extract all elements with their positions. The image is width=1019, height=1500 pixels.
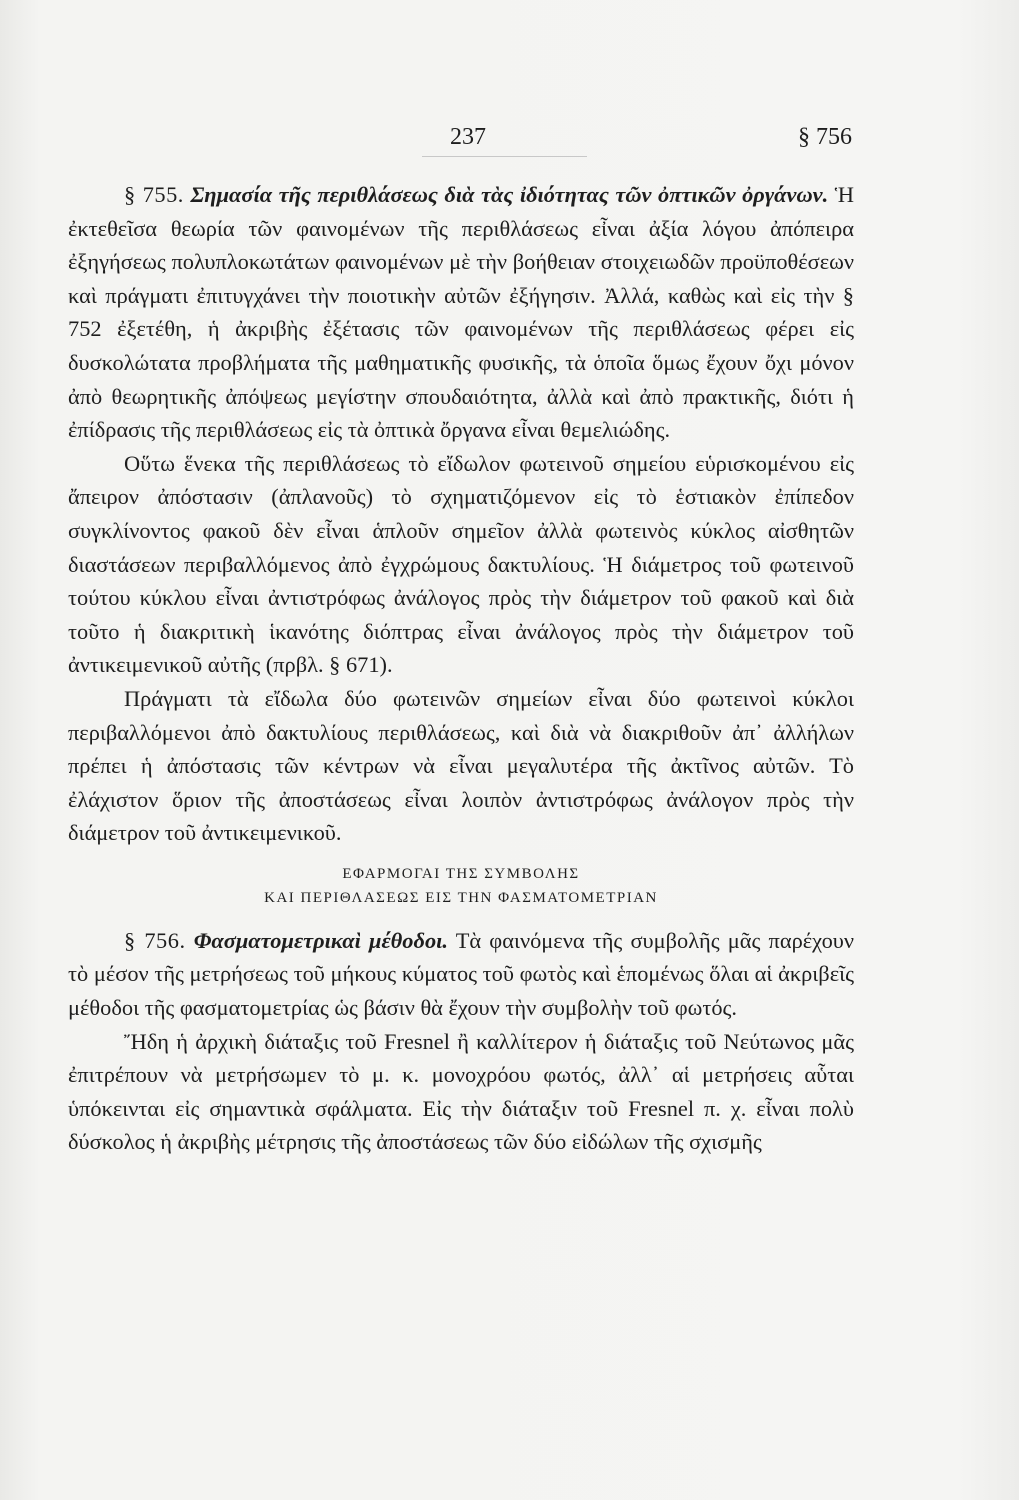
chapter-heading-line-2: ΚΑΙ ΠΕΡΙΘΛΑΣΕΩΣ ΕΙΣ ΤΗΝ ΦΑΣΜΑΤΟΜΕΤΡΙΑΝ	[264, 889, 658, 906]
section-755-title: Σημασία τῆς περιθλάσεως διὰ τὰς ἰδιότητας τῶν ὀπτικῶν ὀργάνων.	[190, 182, 829, 207]
section-756-number: § 756.	[124, 927, 186, 953]
section-756-paragraph-1	[68, 924, 854, 1025]
section-755-paragraph-3: Πράγματι τὰ εἴδωλα δύο φωτεινῶν σημείων εἶναι δύο φωτεινοὶ κύκλοι περιβαλλόμενοι ἀπὸ δακτυλίους περιθλάσεως, καὶ διὰ νὰ διακριθοῦν ἀπ᾿ ἀλλήλων πρέπει ἡ ἀπόστασις τῶν κέντρων νὰ εἶναι μεγαλυτέρα τῆς ἀκτῖνος αὐτῶν. Τὸ ἐλάχιστον ὅριον τῆς ἀποστάσεως εἶναι λοιπὸν ἀντιστρόφως ἀνάλογον πρὸς τὴν διάμετρον τοῦ ἀντικειμενικοῦ.	[68, 685, 854, 846]
body-text	[68, 178, 854, 1159]
chapter-heading-line-1: ΕΦΑΡΜΟΓΑΙ ΤΗΣ ΣΥΜΒΟΛΗΣ	[342, 865, 580, 882]
section-reference: § 756	[798, 124, 852, 150]
section-755-text: Ἡ ἐκτεθεῖσα θεωρία τῶν φαινομένων τῆς περιθλάσεως εἶναι ἀξία λόγου ἀπόπειρα ἐξηγήσεως πολυπλοκωτάτων φαινομένων μὲ τὴν βοήθειαν στοιχειωδῶν προϋποθέσεων καὶ πράγματι ἐπιτυγχάνει τὴν ποιοτικὴν αὐτῶν ἐξήγησιν. Ἀλλά, καθὼς καὶ εἰς τὴν § 752 ἐξετέθη, ἡ ἀκριβὴς ἐξέτασις τῶν φαινομένων τῆς περιθλάσεως φέρει εἰς δυσκολώτατα προβλήματα τῆς μαθηματικῆς φυσικῆς, τὰ ὁποῖα ὅμως ἔχουν ὄχι μόνον ἀπὸ θεωρητικῆς ἀπόψεως μεγίστην σπουδαιότητα, ἀλλὰ καὶ ἀπὸ πρακτικῆς, διότι ἡ ἐπίδρασις τῆς περιθλάσεως εἰς τὰ ὀπτικὰ ὄργανα εἶναι θεμελιώδης.	[68, 182, 854, 443]
header-rule	[422, 156, 587, 157]
section-755-paragraph-2: Οὕτω ἕνεκα τῆς περιθλάσεως τὸ εἴδωλον φωτεινοῦ σημείου εὑρισκομένου εἰς ἄπειρον ἀπόστασιν (ἀπλανοῦς) τὸ σχηματιζόμενον εἰς τὸ ἑστιακὸν ἐπίπεδον συγκλίνοντος φακοῦ δὲν εἶναι ἁπλοῦν σημεῖον ἀλλὰ φωτεινὸς κύκλος αἰσθητῶν διαστάσεων περιβαλλόμενος ἀπὸ ἐγχρώμους δακτυλίους. Ἡ διάμετρος τοῦ φωτεινοῦ τούτου κύκλου εἶναι ἀντιστρόφως ἀνάλογος πρὸς τὴν διάμετρον τοῦ φακοῦ καὶ διὰ τοῦτο ἡ διακριτικὴ ἱκανότης διόπτρας εἶναι ἀνάλογος πρὸς τὴν διάμετρον τοῦ ἀντικειμενικοῦ αὐτῆς (πρβλ. § 671).	[68, 450, 854, 678]
page-number: 237	[450, 124, 486, 150]
section-756-text: Τὰ φαινόμενα τῆς συμβολῆς μᾶς παρέχουν τὸ μέσον τῆς μετρήσεως τοῦ μήκους κύματος τοῦ φωτὸς καὶ ἑπομένως ὅλαι αἱ ἀκριβεῖς μέθοδοι τῆς φασματομετρίας ὡς βάσιν θὰ ἔχουν τὴν συμβολὴν τοῦ φωτός.	[68, 927, 855, 1021]
section-755-number: § 755.	[124, 182, 184, 207]
section-755-paragraph-1	[68, 178, 854, 447]
section-756-title: Φασματομετρικαὶ μέθοδοι.	[193, 927, 448, 953]
section-756-paragraph-2: Ἤδη ἡ ἀρχικὴ διάταξις τοῦ Fresnel ἢ καλλίτερον ἡ διάταξις τοῦ Νεύτωνος μᾶς ἐπιτρέπουν νὰ μετρήσωμεν τὸ μ. κ. μονοχρόου φωτός, ἀλλ᾿ αἱ μετρήσεις αὗται ὑπόκεινται εἰς σημαντικὰ σφάλματα. Εἰς τὴν διάταξιν τοῦ Fresnel π. χ. εἶναι πολὺ δύσκολος ἡ ἀκριβὴς μέτρησις τῆς ἀποστάσεως τῶν δύο εἰδώλων τῆς σχισμῆς	[68, 1028, 854, 1155]
running-header	[70, 124, 852, 158]
